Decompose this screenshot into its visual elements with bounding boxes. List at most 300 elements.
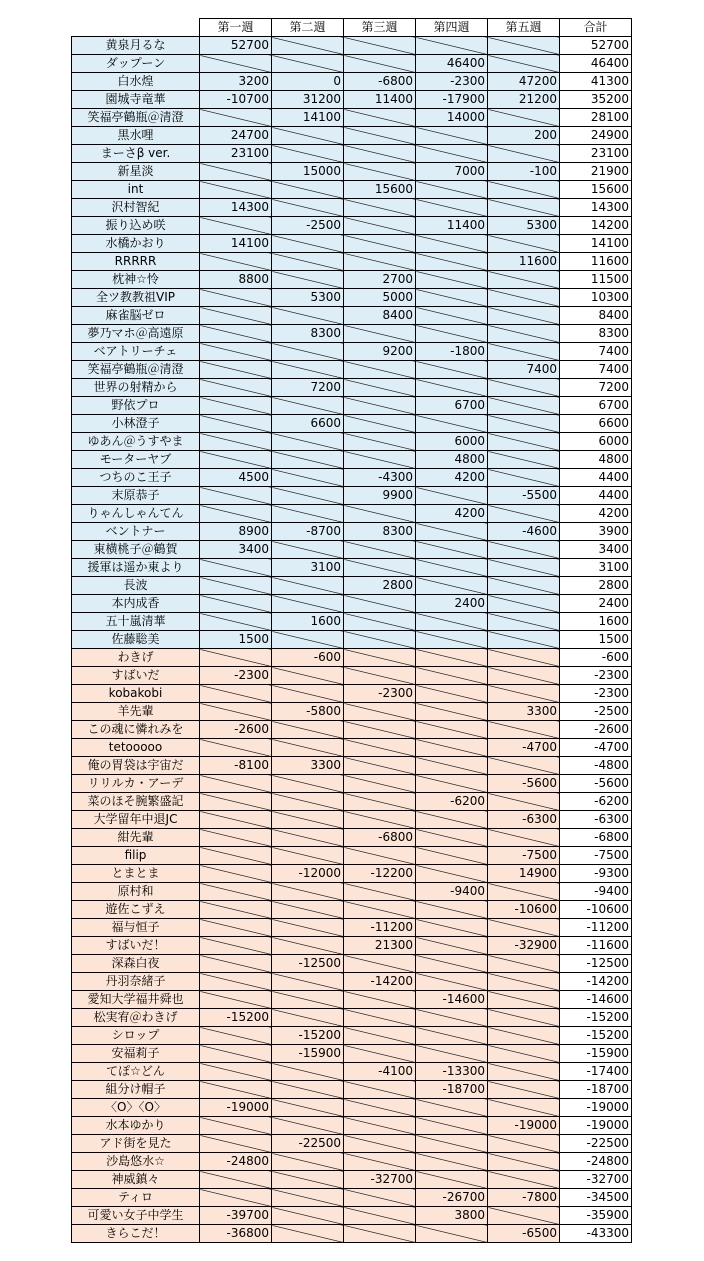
empty-cell[interactable] <box>416 577 488 595</box>
empty-cell[interactable] <box>344 415 416 433</box>
empty-cell[interactable] <box>416 847 488 865</box>
week-score-cell[interactable]: -11200 <box>344 919 416 937</box>
empty-cell[interactable] <box>272 487 344 505</box>
empty-cell[interactable] <box>416 685 488 703</box>
empty-cell[interactable] <box>200 289 272 307</box>
player-name-cell[interactable]: 小林澄子 <box>72 415 200 433</box>
week-score-cell[interactable]: 3300 <box>272 757 344 775</box>
player-name-cell[interactable]: この魂に憐れみを <box>72 721 200 739</box>
total-score-cell[interactable]: 52700 <box>560 37 632 55</box>
total-score-cell[interactable]: 4400 <box>560 487 632 505</box>
week-score-cell[interactable]: 3300 <box>488 703 560 721</box>
empty-cell[interactable] <box>344 1189 416 1207</box>
empty-cell[interactable] <box>416 631 488 649</box>
empty-cell[interactable] <box>344 127 416 145</box>
week-score-cell[interactable]: 9900 <box>344 487 416 505</box>
empty-cell[interactable] <box>416 361 488 379</box>
total-score-cell[interactable]: -22500 <box>560 1135 632 1153</box>
empty-cell[interactable] <box>488 613 560 631</box>
week-score-cell[interactable]: -19000 <box>200 1099 272 1117</box>
empty-cell[interactable] <box>272 1081 344 1099</box>
week-score-cell[interactable]: -6800 <box>344 73 416 91</box>
empty-cell[interactable] <box>344 883 416 901</box>
empty-cell[interactable] <box>488 1063 560 1081</box>
total-score-cell[interactable]: 7400 <box>560 343 632 361</box>
total-score-cell[interactable]: -14200 <box>560 973 632 991</box>
total-score-cell[interactable]: -9300 <box>560 865 632 883</box>
empty-cell[interactable] <box>488 379 560 397</box>
empty-cell[interactable] <box>416 235 488 253</box>
empty-cell[interactable] <box>200 739 272 757</box>
total-score-cell[interactable]: 15600 <box>560 181 632 199</box>
total-score-cell[interactable]: 4800 <box>560 451 632 469</box>
empty-cell[interactable] <box>488 505 560 523</box>
empty-cell[interactable] <box>488 1135 560 1153</box>
week-score-cell[interactable]: 1600 <box>272 613 344 631</box>
empty-cell[interactable] <box>200 973 272 991</box>
player-name-cell[interactable]: つちのこ王子 <box>72 469 200 487</box>
total-score-cell[interactable]: 6600 <box>560 415 632 433</box>
total-score-cell[interactable]: -11200 <box>560 919 632 937</box>
empty-cell[interactable] <box>200 343 272 361</box>
empty-cell[interactable] <box>344 1027 416 1045</box>
empty-cell[interactable] <box>416 1135 488 1153</box>
player-name-cell[interactable]: 水橋かおり <box>72 235 200 253</box>
week-score-cell[interactable]: 11400 <box>344 91 416 109</box>
empty-cell[interactable] <box>344 775 416 793</box>
player-name-cell[interactable]: 深森白夜 <box>72 955 200 973</box>
week-score-cell[interactable]: 4500 <box>200 469 272 487</box>
week-score-cell[interactable]: -7500 <box>488 847 560 865</box>
player-name-cell[interactable]: 夢乃マホ＠高遠原 <box>72 325 200 343</box>
empty-cell[interactable] <box>200 397 272 415</box>
total-score-cell[interactable]: 24900 <box>560 127 632 145</box>
empty-cell[interactable] <box>344 217 416 235</box>
header-total[interactable]: 合計 <box>560 19 632 37</box>
empty-cell[interactable] <box>416 775 488 793</box>
empty-cell[interactable] <box>344 37 416 55</box>
week-score-cell[interactable]: -6300 <box>488 811 560 829</box>
empty-cell[interactable] <box>344 1117 416 1135</box>
week-score-cell[interactable]: 5000 <box>344 289 416 307</box>
empty-cell[interactable] <box>344 361 416 379</box>
total-score-cell[interactable]: 46400 <box>560 55 632 73</box>
empty-cell[interactable] <box>344 559 416 577</box>
empty-cell[interactable] <box>272 1153 344 1171</box>
empty-cell[interactable] <box>416 919 488 937</box>
empty-cell[interactable] <box>416 37 488 55</box>
week-score-cell[interactable]: 47200 <box>488 73 560 91</box>
empty-cell[interactable] <box>416 739 488 757</box>
empty-cell[interactable] <box>200 217 272 235</box>
empty-cell[interactable] <box>416 865 488 883</box>
week-score-cell[interactable]: 24700 <box>200 127 272 145</box>
empty-cell[interactable] <box>200 451 272 469</box>
total-score-cell[interactable]: 6000 <box>560 433 632 451</box>
empty-cell[interactable] <box>344 235 416 253</box>
total-score-cell[interactable]: -17400 <box>560 1063 632 1081</box>
week-score-cell[interactable]: 52700 <box>200 37 272 55</box>
empty-cell[interactable] <box>272 253 344 271</box>
empty-cell[interactable] <box>416 1027 488 1045</box>
player-name-cell[interactable]: 黒水哩 <box>72 127 200 145</box>
player-name-cell[interactable]: 東横桃子＠鶴賀 <box>72 541 200 559</box>
empty-cell[interactable] <box>200 1117 272 1135</box>
player-name-cell[interactable]: 菜のほそ腕繁盛記 <box>72 793 200 811</box>
total-score-cell[interactable]: 4400 <box>560 469 632 487</box>
week-score-cell[interactable]: -100 <box>488 163 560 181</box>
empty-cell[interactable] <box>344 1081 416 1099</box>
empty-cell[interactable] <box>488 1027 560 1045</box>
week-score-cell[interactable]: 4200 <box>416 505 488 523</box>
player-name-cell[interactable]: int <box>72 181 200 199</box>
empty-cell[interactable] <box>488 199 560 217</box>
week-score-cell[interactable]: 8800 <box>200 271 272 289</box>
total-score-cell[interactable]: 41300 <box>560 73 632 91</box>
week-score-cell[interactable]: 31200 <box>272 91 344 109</box>
empty-cell[interactable] <box>200 1081 272 1099</box>
week-score-cell[interactable]: -10700 <box>200 91 272 109</box>
empty-cell[interactable] <box>272 1117 344 1135</box>
empty-cell[interactable] <box>488 55 560 73</box>
week-score-cell[interactable]: 21300 <box>344 937 416 955</box>
week-score-cell[interactable]: -22500 <box>272 1135 344 1153</box>
week-score-cell[interactable]: -15200 <box>272 1027 344 1045</box>
week-score-cell[interactable]: -15200 <box>200 1009 272 1027</box>
header-week-2[interactable]: 第二週 <box>272 19 344 37</box>
total-score-cell[interactable]: -24800 <box>560 1153 632 1171</box>
empty-cell[interactable] <box>200 811 272 829</box>
week-score-cell[interactable]: 14900 <box>488 865 560 883</box>
empty-cell[interactable] <box>416 127 488 145</box>
week-score-cell[interactable]: 6700 <box>416 397 488 415</box>
player-name-cell[interactable]: モーターヤブ <box>72 451 200 469</box>
empty-cell[interactable] <box>200 883 272 901</box>
week-score-cell[interactable]: 46400 <box>416 55 488 73</box>
week-score-cell[interactable]: 8300 <box>344 523 416 541</box>
empty-cell[interactable] <box>344 703 416 721</box>
week-score-cell[interactable]: -2600 <box>200 721 272 739</box>
empty-cell[interactable] <box>488 415 560 433</box>
empty-cell[interactable] <box>200 1063 272 1081</box>
total-score-cell[interactable]: -19000 <box>560 1117 632 1135</box>
empty-cell[interactable] <box>488 577 560 595</box>
player-name-cell[interactable]: すばいだ！ <box>72 937 200 955</box>
player-name-cell[interactable]: 五十嵐清華 <box>72 613 200 631</box>
week-score-cell[interactable]: -600 <box>272 649 344 667</box>
header-week-5[interactable]: 第五週 <box>488 19 560 37</box>
empty-cell[interactable] <box>416 829 488 847</box>
empty-cell[interactable] <box>344 721 416 739</box>
total-score-cell[interactable]: -6200 <box>560 793 632 811</box>
empty-cell[interactable] <box>272 721 344 739</box>
player-name-cell[interactable]: 笑福亭鶴瓶＠清澄 <box>72 361 200 379</box>
total-score-cell[interactable]: -4800 <box>560 757 632 775</box>
empty-cell[interactable] <box>488 649 560 667</box>
empty-cell[interactable] <box>272 1225 344 1243</box>
week-score-cell[interactable]: -12500 <box>272 955 344 973</box>
empty-cell[interactable] <box>488 271 560 289</box>
player-name-cell[interactable]: りゃんしゃんてん <box>72 505 200 523</box>
player-name-cell[interactable]: てぽ☆どん <box>72 1063 200 1081</box>
player-name-cell[interactable]: 世界の射精から <box>72 379 200 397</box>
empty-cell[interactable] <box>416 523 488 541</box>
player-name-cell[interactable]: 沢村智紀 <box>72 199 200 217</box>
empty-cell[interactable] <box>488 145 560 163</box>
total-score-cell[interactable]: -34500 <box>560 1189 632 1207</box>
empty-cell[interactable] <box>344 379 416 397</box>
empty-cell[interactable] <box>200 991 272 1009</box>
empty-cell[interactable] <box>344 397 416 415</box>
week-score-cell[interactable]: 23100 <box>200 145 272 163</box>
empty-cell[interactable] <box>416 1171 488 1189</box>
player-name-cell[interactable]: 白水煌 <box>72 73 200 91</box>
empty-cell[interactable] <box>200 865 272 883</box>
empty-cell[interactable] <box>416 253 488 271</box>
empty-cell[interactable] <box>272 1099 344 1117</box>
empty-cell[interactable] <box>488 667 560 685</box>
player-name-cell[interactable]: 組分け帽子 <box>72 1081 200 1099</box>
empty-cell[interactable] <box>272 685 344 703</box>
empty-cell[interactable] <box>416 1117 488 1135</box>
week-score-cell[interactable]: -32700 <box>344 1171 416 1189</box>
empty-cell[interactable] <box>416 559 488 577</box>
empty-cell[interactable] <box>488 685 560 703</box>
total-score-cell[interactable]: -5600 <box>560 775 632 793</box>
player-name-cell[interactable]: 笑福亭鶴瓶＠清澄 <box>72 109 200 127</box>
player-name-cell[interactable]: シロップ <box>72 1027 200 1045</box>
empty-cell[interactable] <box>272 361 344 379</box>
header-week-1[interactable]: 第一週 <box>200 19 272 37</box>
empty-cell[interactable] <box>200 919 272 937</box>
week-score-cell[interactable]: 8300 <box>272 325 344 343</box>
total-score-cell[interactable]: 28100 <box>560 109 632 127</box>
empty-cell[interactable] <box>272 199 344 217</box>
week-score-cell[interactable]: 5300 <box>488 217 560 235</box>
player-name-cell[interactable]: 長波 <box>72 577 200 595</box>
empty-cell[interactable] <box>416 703 488 721</box>
week-score-cell[interactable]: 5300 <box>272 289 344 307</box>
empty-cell[interactable] <box>416 487 488 505</box>
player-name-cell[interactable]: 安福莉子 <box>72 1045 200 1063</box>
empty-cell[interactable] <box>488 631 560 649</box>
empty-cell[interactable] <box>200 559 272 577</box>
week-score-cell[interactable]: 3400 <box>200 541 272 559</box>
week-score-cell[interactable]: 2400 <box>416 595 488 613</box>
week-score-cell[interactable]: 3200 <box>200 73 272 91</box>
week-score-cell[interactable]: -4100 <box>344 1063 416 1081</box>
total-score-cell[interactable]: 3400 <box>560 541 632 559</box>
week-score-cell[interactable]: -24800 <box>200 1153 272 1171</box>
empty-cell[interactable] <box>200 1045 272 1063</box>
week-score-cell[interactable]: -36800 <box>200 1225 272 1243</box>
empty-cell[interactable] <box>416 667 488 685</box>
empty-cell[interactable] <box>272 127 344 145</box>
empty-cell[interactable] <box>488 235 560 253</box>
week-score-cell[interactable]: -14200 <box>344 973 416 991</box>
empty-cell[interactable] <box>272 991 344 1009</box>
empty-cell[interactable] <box>200 955 272 973</box>
player-name-cell[interactable]: ベントナー <box>72 523 200 541</box>
player-name-cell[interactable]: 〈O〉〈O〉 <box>72 1099 200 1117</box>
empty-cell[interactable] <box>488 343 560 361</box>
empty-cell[interactable] <box>344 1225 416 1243</box>
player-name-cell[interactable]: ゆあん＠うすやま <box>72 433 200 451</box>
total-score-cell[interactable]: -18700 <box>560 1081 632 1099</box>
week-score-cell[interactable]: 14000 <box>416 109 488 127</box>
empty-cell[interactable] <box>416 1045 488 1063</box>
week-score-cell[interactable]: 8900 <box>200 523 272 541</box>
empty-cell[interactable] <box>488 109 560 127</box>
empty-cell[interactable] <box>344 991 416 1009</box>
empty-cell[interactable] <box>272 577 344 595</box>
empty-cell[interactable] <box>416 181 488 199</box>
empty-cell[interactable] <box>344 649 416 667</box>
week-score-cell[interactable]: 200 <box>488 127 560 145</box>
empty-cell[interactable] <box>200 685 272 703</box>
empty-cell[interactable] <box>200 361 272 379</box>
empty-cell[interactable] <box>272 145 344 163</box>
empty-cell[interactable] <box>344 793 416 811</box>
total-score-cell[interactable]: 8300 <box>560 325 632 343</box>
empty-cell[interactable] <box>416 1009 488 1027</box>
player-name-cell[interactable]: とまとま <box>72 865 200 883</box>
week-score-cell[interactable]: -32900 <box>488 937 560 955</box>
empty-cell[interactable] <box>344 55 416 73</box>
total-score-cell[interactable]: 7400 <box>560 361 632 379</box>
total-score-cell[interactable]: 11600 <box>560 253 632 271</box>
empty-cell[interactable] <box>488 1045 560 1063</box>
empty-cell[interactable] <box>200 937 272 955</box>
total-score-cell[interactable]: 8400 <box>560 307 632 325</box>
week-score-cell[interactable]: -10600 <box>488 901 560 919</box>
total-score-cell[interactable]: -2300 <box>560 685 632 703</box>
player-name-cell[interactable]: 振り込め咲 <box>72 217 200 235</box>
total-score-cell[interactable]: -2500 <box>560 703 632 721</box>
week-score-cell[interactable]: 1500 <box>200 631 272 649</box>
empty-cell[interactable] <box>272 829 344 847</box>
empty-cell[interactable] <box>272 235 344 253</box>
total-score-cell[interactable]: -10600 <box>560 901 632 919</box>
total-score-cell[interactable]: -2300 <box>560 667 632 685</box>
player-name-cell[interactable]: ベアトリーチェ <box>72 343 200 361</box>
total-score-cell[interactable]: -6800 <box>560 829 632 847</box>
week-score-cell[interactable]: 14100 <box>200 235 272 253</box>
player-name-cell[interactable]: 全ツ教教祖VIP <box>72 289 200 307</box>
empty-cell[interactable] <box>272 919 344 937</box>
week-score-cell[interactable]: -8100 <box>200 757 272 775</box>
week-score-cell[interactable]: 15600 <box>344 181 416 199</box>
empty-cell[interactable] <box>416 721 488 739</box>
week-score-cell[interactable]: -12000 <box>272 865 344 883</box>
empty-cell[interactable] <box>272 55 344 73</box>
empty-cell[interactable] <box>272 595 344 613</box>
empty-cell[interactable] <box>272 541 344 559</box>
total-score-cell[interactable]: -19000 <box>560 1099 632 1117</box>
empty-cell[interactable] <box>200 595 272 613</box>
empty-cell[interactable] <box>488 1207 560 1225</box>
empty-cell[interactable] <box>200 55 272 73</box>
total-score-cell[interactable]: -9400 <box>560 883 632 901</box>
empty-cell[interactable] <box>200 793 272 811</box>
empty-cell[interactable] <box>200 253 272 271</box>
week-score-cell[interactable]: 14100 <box>272 109 344 127</box>
empty-cell[interactable] <box>416 937 488 955</box>
empty-cell[interactable] <box>272 739 344 757</box>
empty-cell[interactable] <box>344 433 416 451</box>
total-score-cell[interactable]: -15200 <box>560 1009 632 1027</box>
empty-cell[interactable] <box>488 433 560 451</box>
week-score-cell[interactable]: -2300 <box>200 667 272 685</box>
player-name-cell[interactable]: 福与恒子 <box>72 919 200 937</box>
week-score-cell[interactable]: 4200 <box>416 469 488 487</box>
week-score-cell[interactable]: -4700 <box>488 739 560 757</box>
empty-cell[interactable] <box>488 883 560 901</box>
empty-cell[interactable] <box>272 397 344 415</box>
empty-cell[interactable] <box>344 1009 416 1027</box>
empty-cell[interactable] <box>416 1153 488 1171</box>
empty-cell[interactable] <box>200 505 272 523</box>
total-score-cell[interactable]: 7200 <box>560 379 632 397</box>
empty-cell[interactable] <box>488 955 560 973</box>
player-name-cell[interactable]: 可愛い女子中学生 <box>72 1207 200 1225</box>
empty-cell[interactable] <box>416 271 488 289</box>
empty-cell[interactable] <box>488 307 560 325</box>
empty-cell[interactable] <box>488 325 560 343</box>
empty-cell[interactable] <box>344 199 416 217</box>
total-score-cell[interactable]: 21900 <box>560 163 632 181</box>
player-name-cell[interactable]: 新星淡 <box>72 163 200 181</box>
week-score-cell[interactable]: 21200 <box>488 91 560 109</box>
total-score-cell[interactable]: -14600 <box>560 991 632 1009</box>
empty-cell[interactable] <box>344 505 416 523</box>
player-name-cell[interactable]: 羊先輩 <box>72 703 200 721</box>
week-score-cell[interactable]: 2800 <box>344 577 416 595</box>
total-score-cell[interactable]: 10300 <box>560 289 632 307</box>
empty-cell[interactable] <box>488 1153 560 1171</box>
player-name-cell[interactable]: filip <box>72 847 200 865</box>
player-name-cell[interactable]: 麻雀脳ゼロ <box>72 307 200 325</box>
empty-cell[interactable] <box>272 1009 344 1027</box>
empty-cell[interactable] <box>272 937 344 955</box>
total-score-cell[interactable]: -32700 <box>560 1171 632 1189</box>
empty-cell[interactable] <box>416 325 488 343</box>
week-score-cell[interactable]: -7800 <box>488 1189 560 1207</box>
empty-cell[interactable] <box>272 883 344 901</box>
empty-cell[interactable] <box>200 1171 272 1189</box>
empty-cell[interactable] <box>416 145 488 163</box>
total-score-cell[interactable]: -4700 <box>560 739 632 757</box>
empty-cell[interactable] <box>416 613 488 631</box>
week-score-cell[interactable]: 11600 <box>488 253 560 271</box>
week-score-cell[interactable]: -2300 <box>416 73 488 91</box>
week-score-cell[interactable]: 14300 <box>200 199 272 217</box>
empty-cell[interactable] <box>272 775 344 793</box>
empty-cell[interactable] <box>200 703 272 721</box>
total-score-cell[interactable]: 3100 <box>560 559 632 577</box>
total-score-cell[interactable]: 2800 <box>560 577 632 595</box>
empty-cell[interactable] <box>344 541 416 559</box>
empty-cell[interactable] <box>272 37 344 55</box>
total-score-cell[interactable]: -35900 <box>560 1207 632 1225</box>
empty-cell[interactable] <box>344 757 416 775</box>
empty-cell[interactable] <box>416 199 488 217</box>
week-score-cell[interactable]: 4800 <box>416 451 488 469</box>
empty-cell[interactable] <box>272 271 344 289</box>
week-score-cell[interactable]: 7000 <box>416 163 488 181</box>
total-score-cell[interactable]: 2400 <box>560 595 632 613</box>
total-score-cell[interactable]: -15900 <box>560 1045 632 1063</box>
